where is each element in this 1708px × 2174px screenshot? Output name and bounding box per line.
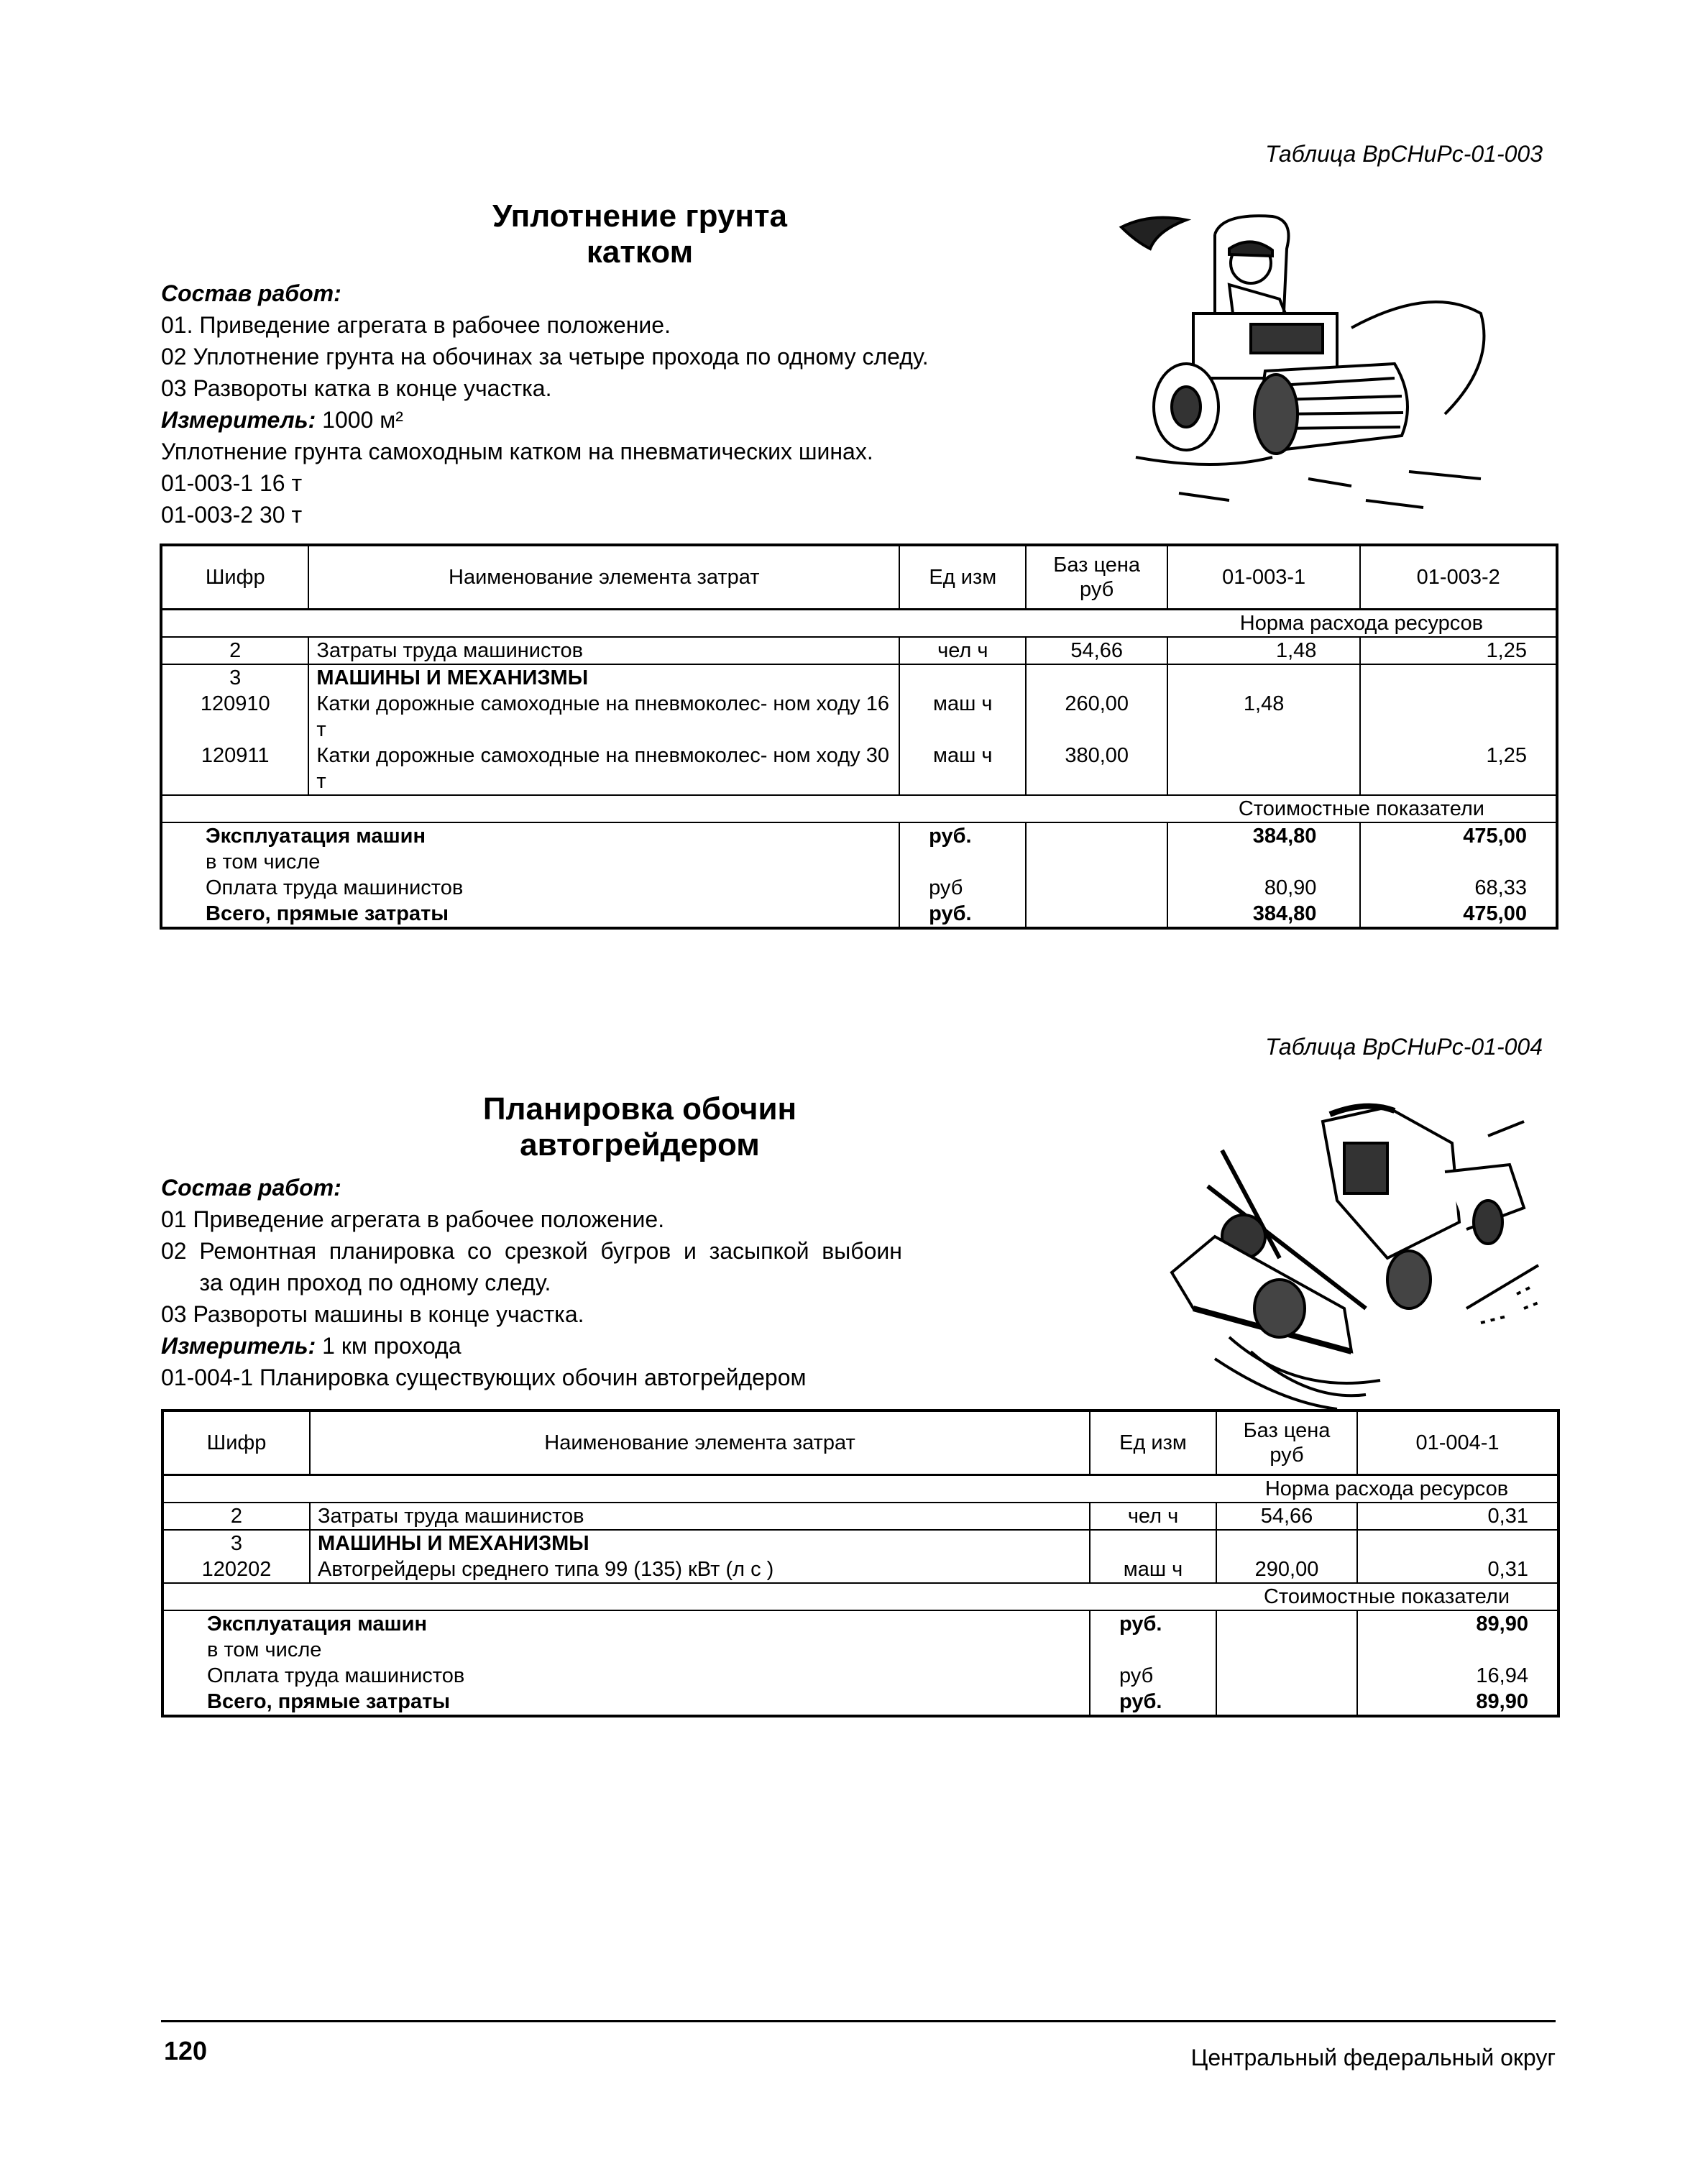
cost-name: Оплата труда машинистов (162, 1663, 1090, 1689)
footer-region: Центральный федеральный округ (1190, 2045, 1556, 2070)
table-row (162, 1503, 1558, 1530)
cell-name: Затраты труда машинистов (310, 1503, 1090, 1530)
cost-row (162, 1663, 1558, 1689)
table-row (161, 637, 1557, 664)
work-composition (161, 278, 1139, 531)
meter-label: Измеритель: (161, 1333, 316, 1359)
cost-value: 384,80 (1167, 822, 1361, 849)
cost-value: 384,80 (1167, 901, 1361, 928)
cell-cipher: 120911 (161, 743, 308, 795)
table-row (161, 664, 1557, 691)
cost-name: Всего, прямые затраты (162, 1689, 1090, 1716)
table-header-row (162, 1411, 1558, 1475)
cell-cipher: 120202 (162, 1556, 310, 1583)
cost-row (161, 875, 1557, 901)
cost-name: Эксплуатация машин (162, 1610, 1090, 1637)
meter-value: 1 км прохода (322, 1333, 462, 1359)
cell-value: 0,31 (1357, 1503, 1558, 1530)
header-col2: 01-003-2 (1360, 545, 1557, 610)
table-label: Таблица ВрСНиРс-01-004 (1265, 1034, 1543, 1060)
cost-value: 475,00 (1360, 822, 1557, 849)
cell-name: Катки дорожные самоходные на пневмоколес- ном ходу 30 т (308, 743, 899, 795)
cell-price: 290,00 (1216, 1556, 1357, 1583)
table-row (161, 743, 1557, 795)
cost-value: 68,33 (1360, 875, 1557, 901)
cell-unit: маш ч (899, 743, 1026, 795)
spacer-cell (161, 610, 1167, 638)
table-row (162, 1530, 1558, 1556)
cost-name: Оплата труда машинистов (161, 875, 899, 901)
cost-row (161, 901, 1557, 928)
header-unit: Ед изм (1090, 1411, 1216, 1475)
cost-unit: руб. (899, 901, 1026, 928)
header-col1: 01-004-1 (1357, 1411, 1558, 1475)
resource-table (161, 1409, 1560, 1717)
cell-name: МАШИНЫ И МЕХАНИЗМЫ (308, 664, 899, 691)
cell-cipher: 2 (161, 637, 308, 664)
cell-name: Автогрейдеры среднего типа 99 (135) кВт (л с ) (310, 1556, 1090, 1583)
cell-unit: маш ч (899, 691, 1026, 743)
resource-table (160, 544, 1558, 930)
cell-value: 1,25 (1360, 743, 1557, 795)
cell-name: МАШИНЫ И МЕХАНИЗМЫ (310, 1530, 1090, 1556)
title-line: катком (586, 234, 694, 270)
work-item: 03 Развороты катка в конце участка. (161, 375, 552, 401)
work-item: 02 Уплотнение грунта на обочинах за четыре прохода по одному следу. (161, 344, 929, 370)
cost-unit: руб. (899, 822, 1026, 849)
header-name: Наименование элемента затрат (308, 545, 899, 610)
title-line: Планировка обочин (482, 1091, 797, 1127)
motor-grader-illustration (1150, 1093, 1553, 1409)
composition-heading: Состав работ: (161, 1175, 341, 1201)
cell-price: 54,66 (1216, 1503, 1357, 1530)
cell-value: 1,48 (1167, 637, 1361, 664)
table-row (162, 1556, 1558, 1583)
cost-row (162, 1637, 1558, 1663)
cost-value: 475,00 (1360, 901, 1557, 928)
cell-value: 1,48 (1167, 691, 1361, 743)
cost-name: Всего, прямые затраты (161, 901, 899, 928)
composition-heading: Состав работ: (161, 280, 341, 306)
header-col1: 01-003-1 (1167, 545, 1361, 610)
work-item: за один проход по одному следу. (161, 1270, 551, 1295)
section-title (403, 198, 877, 270)
meter-line (161, 404, 1139, 436)
spacer-cell (162, 1475, 1216, 1503)
cost-value: 89,90 (1357, 1689, 1558, 1716)
cost-unit: руб. (1090, 1610, 1216, 1637)
header-name: Наименование элемента затрат (310, 1411, 1090, 1475)
code-line: 01-003-1 16 т (161, 470, 303, 496)
meter-label: Измеритель: (161, 407, 316, 433)
cell-cipher: 3 (161, 664, 308, 691)
cost-unit: руб (899, 875, 1026, 901)
cost-name: в том числе (161, 849, 899, 875)
title-line: Уплотнение грунта (492, 198, 788, 234)
cost-row (161, 822, 1557, 849)
cost-unit: руб (1090, 1663, 1216, 1689)
work-item: 01 Приведение агрегата в рабочее положение. (161, 1206, 665, 1232)
description: 01-004-1 Планировка существующих обочин автогрейдером (161, 1365, 807, 1390)
description: Уплотнение грунта самоходным катком на пневматических шинах. (161, 439, 873, 464)
code-line: 01-003-2 30 т (161, 502, 303, 528)
cell-value: 0,31 (1357, 1556, 1558, 1583)
cost-header: Стоимостные показатели (1216, 1583, 1558, 1610)
section-title (403, 1091, 877, 1163)
cost-value: 80,90 (1167, 875, 1361, 901)
cell-value (1360, 691, 1557, 743)
spacer-cell (161, 795, 1167, 822)
cell-price: 380,00 (1026, 743, 1167, 795)
header-cipher: Шифр (161, 545, 308, 610)
work-item: 03 Развороты машины в конце участка. (161, 1301, 584, 1327)
spacer-cell (162, 1583, 1216, 1610)
footer-divider (161, 2020, 1556, 2022)
cell-name: Катки дорожные самоходные на пневмоколес- ном ходу 16 т (308, 691, 899, 743)
cost-row (161, 849, 1557, 875)
meter-line (161, 1330, 1124, 1362)
header-price: Баз цена руб (1216, 1411, 1357, 1475)
cell-unit: чел ч (1090, 1503, 1216, 1530)
cost-value: 16,94 (1357, 1663, 1558, 1689)
norm-header: Норма расхода ресурсов (1167, 610, 1557, 638)
norm-header: Норма расхода ресурсов (1216, 1475, 1558, 1503)
cell-value: 1,25 (1360, 637, 1557, 664)
table-label: Таблица ВрСНиРс-01-003 (1265, 141, 1543, 167)
cell-cipher: 2 (162, 1503, 310, 1530)
cell-cipher: 120910 (161, 691, 308, 743)
cell-unit: маш ч (1090, 1556, 1216, 1583)
cost-name: Эксплуатация машин (161, 822, 899, 849)
table-header-row (161, 545, 1557, 610)
road-roller-illustration (1107, 198, 1510, 529)
work-item: 02 Ремонтная планировка со срезкой бугров и засыпкой выбоин (161, 1238, 902, 1264)
meter-value: 1000 м² (322, 407, 403, 433)
cost-row (162, 1689, 1558, 1716)
cell-price: 54,66 (1026, 637, 1167, 664)
cell-name: Затраты труда машинистов (308, 637, 899, 664)
cell-value (1167, 743, 1361, 795)
cell-unit: чел ч (899, 637, 1026, 664)
cell-cipher: 3 (162, 1530, 310, 1556)
cost-unit: руб. (1090, 1689, 1216, 1716)
work-composition (161, 1172, 1124, 1393)
page-number: 120 (164, 2036, 208, 2065)
cost-header: Стоимостные показатели (1167, 795, 1557, 822)
work-item: 01. Приведение агрегата в рабочее положение. (161, 312, 671, 338)
cost-row (162, 1610, 1558, 1637)
title-line: автогрейдером (520, 1127, 760, 1162)
header-price: Баз цена руб (1026, 545, 1167, 610)
header-unit: Ед изм (899, 545, 1026, 610)
cost-value: 89,90 (1357, 1610, 1558, 1637)
cell-price: 260,00 (1026, 691, 1167, 743)
cost-name: в том числе (162, 1637, 1090, 1663)
header-cipher: Шифр (162, 1411, 310, 1475)
table-row (161, 691, 1557, 743)
